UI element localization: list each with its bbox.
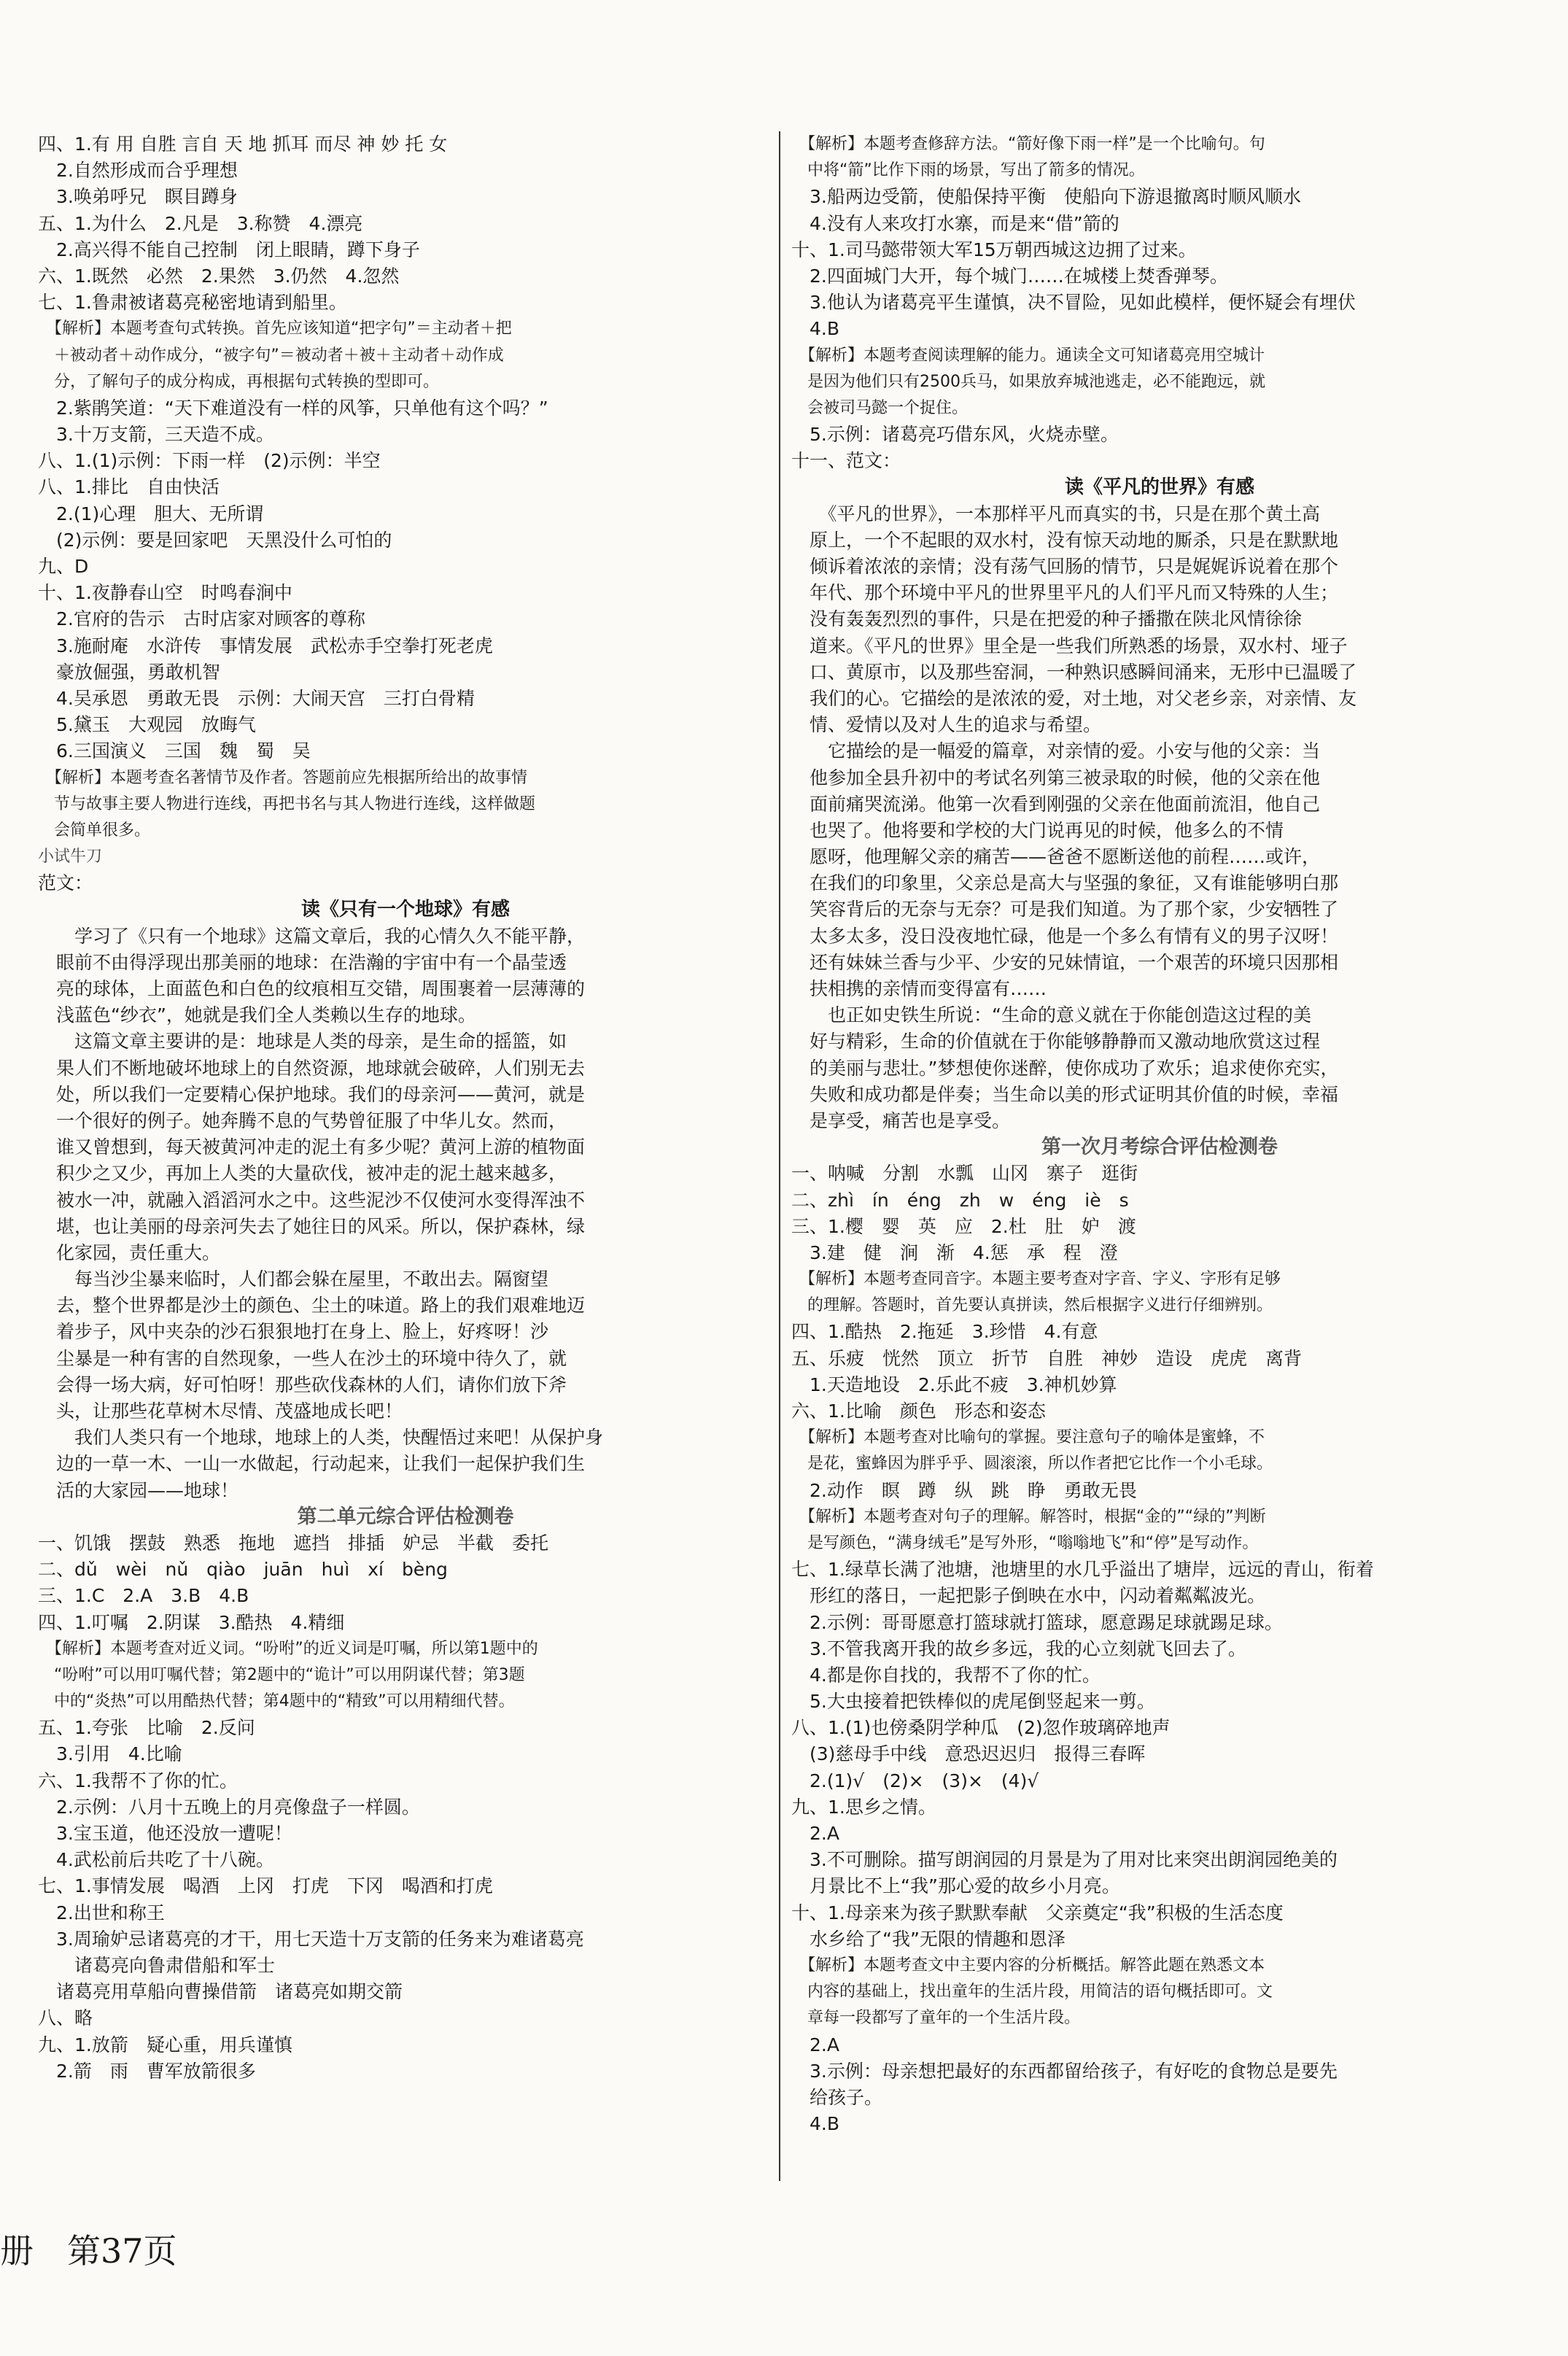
text-line: 是写颜色，“满身绒毛”是写外形，“嗡嗡地飞”和“停”是写动作。 — [791, 1533, 1259, 1552]
text-line: 学习了《只有一个地球》这篇文章后，我的心情久久不能平静， — [38, 925, 586, 947]
text-line: 4.B — [791, 318, 840, 340]
text-line: 3.宝玉道，他还没放一遭呢！ — [38, 1823, 292, 1844]
text-line: 【解析】本题考查同音字。本题主要考查对字音、字义、字形有足够 — [791, 1270, 1281, 1289]
text-line: 愿呀，他理解父亲的痛苦——爸爸不愿断送他的前程……或许， — [791, 846, 1321, 868]
text-line: 水乡给了“我”无限的情趣和恩泽 — [791, 1928, 1066, 1950]
text-line: 没有轰轰烈烈的事件，只是在把爱的种子播撒在陕北风情徐徐 — [791, 608, 1303, 630]
text-line: 谁又曾想到，每天被黄河冲走的泥土有多少呢？黄河上游的植物面 — [38, 1136, 586, 1158]
text-line: 1.天造地设 2.乐此不疲 3.神机妙算 — [791, 1373, 1117, 1395]
text-line: 一、呐喊 分割 水瓢 山冈 寨子 逛街 — [791, 1163, 1138, 1185]
text-line: 的理解。答题时，首先要认真拼读，然后根据字义进行仔细辨别。 — [791, 1296, 1273, 1315]
text-line: 诸葛亮向鲁肃借船和军士 — [38, 1954, 276, 1976]
text-line: 2.官府的告示 古时店家对顾客的尊称 — [38, 608, 365, 630]
text-line: 的美丽与悲壮。”梦想使你迷醉，使你成功了欢乐；追求使你充实， — [791, 1057, 1339, 1079]
text-line: 【解析】本题考查文中主要内容的分析概括。解答此题在熟悉文本 — [791, 1956, 1265, 1975]
right-column — [791, 131, 1528, 2137]
text-line: 2.(1)√ (2)× (3)× (4)√ — [791, 1770, 1039, 1791]
text-line: 4.武松前后共吃了十八碗。 — [38, 1849, 274, 1871]
text-line: 3.不管我离开我的故乡多远，我的心立刻就飞回去了。 — [791, 1638, 1246, 1659]
text-line: 十、1.母亲来为孩子默默奉献 父亲奠定“我”积极的生活态度 — [791, 1902, 1284, 1923]
text-line: 面前痛哭流涕。他第一次看到刚强的父亲在他面前流泪，他自己 — [791, 793, 1321, 815]
text-line: 情、爱情以及对人生的追求与希望。 — [791, 714, 1102, 736]
text-line: 我们的心。它描绘的是浓浓的爱，对土地，对父老乡亲，对亲情、友 — [791, 687, 1357, 709]
text-line: 二、dǔ wèi nǔ qiào juān huì xí bèng — [38, 1559, 448, 1581]
text-line: 读《只有一个地球》有感 — [300, 899, 510, 921]
text-line: 道来。《平凡的世界》里全是一些我们所熟悉的场景，双水村、垭子 — [791, 635, 1348, 656]
text-line: 2.出世和称王 — [38, 1902, 165, 1923]
text-line: 八、1.(1)也傍桑阴学种瓜 (2)忽作玻璃碎地声 — [791, 1717, 1171, 1739]
text-line: 形红的落日，一起把影子倒映在水中，闪动着粼粼波光。 — [791, 1585, 1266, 1607]
text-line: 第一次月考综合评估检测卷 — [1041, 1136, 1278, 1159]
text-line: 诸葛亮用草船向曹操借箭 诸葛亮如期交箭 — [38, 1981, 403, 2003]
text-line: 2.箭 雨 曹军放箭很多 — [38, 2060, 256, 2082]
text-line: 月景比不上“我”那心爱的故乡小月亮。 — [791, 1875, 1120, 1897]
text-line: 4.都是你自找的，我帮不了你的忙。 — [791, 1664, 1101, 1686]
text-line: 尘暴是一种有害的自然现象，一些人在沙土的环境中待久了，就 — [38, 1347, 567, 1369]
text-line: 四、1.叮嘱 2.阴谋 3.酷热 4.精细 — [38, 1611, 345, 1633]
text-line: 十一、范文： — [791, 450, 901, 472]
text-line: 3.施耐庵 水浒传 事情发展 武松赤手空拳打死老虎 — [38, 635, 493, 656]
text-line: 2.紫鹃笑道：“天下难道没有一样的风筝，只单他有这个吗？” — [38, 397, 548, 419]
text-line: 2.A — [791, 1823, 839, 1844]
text-line: 2.高兴得不能自己控制 闭上眼睛，蹲下身子 — [38, 239, 420, 260]
text-line: 这篇文章主要讲的是：地球是人类的母亲，是生命的摇篮，如 — [38, 1031, 567, 1053]
text-line: 四、1.有 用 自胜 言自 天 地 抓耳 而尽 神 妙 托 女 — [38, 133, 448, 155]
text-line: 一个很好的例子。她奔腾不息的气势曾征服了中华儿女。然而， — [38, 1109, 567, 1131]
text-line: 它描绘的是一幅爱的篇章，对亲情的爱。小安与他的父亲：当 — [791, 740, 1321, 762]
text-line: 第二单元综合评估检测卷 — [297, 1505, 514, 1528]
text-line: 2.示例：八月十五晚上的月亮像盘子一样圆。 — [38, 1796, 420, 1818]
text-line: 九、1.思乡之情。 — [791, 1796, 936, 1818]
text-line: 中将“箭”比作下雨的场景，写出了箭多的情况。 — [791, 161, 1145, 180]
text-line: 中的“炎热”可以用酷热代替；第4题中的“精致”可以用精细代替。 — [38, 1692, 515, 1711]
text-line: 八、1.(1)示例：下雨一样 (2)示例：半空 — [38, 450, 381, 472]
text-line: 是因为他们只有2500兵马，如果放弃城池逃走，必不能跑远，就 — [791, 372, 1265, 391]
text-line: 堪，也让美丽的母亲河失去了她往日的风采。所以，保护森林，绿 — [38, 1215, 586, 1237]
text-line: 2.A — [791, 2034, 839, 2055]
text-line: 八、1.排比 自由快活 — [38, 476, 220, 498]
text-line: 2.示例：哥哥愿意打篮球就打篮球，愿意踢足球就踢足球。 — [791, 1611, 1283, 1633]
text-line: 节与故事主要人物进行连线，再把书名与其人物进行连线，这样做题 — [38, 794, 536, 813]
text-line: (3)慈母手中线 意恐迟迟归 报得三春晖 — [791, 1743, 1146, 1765]
text-line: 八、略 — [38, 2007, 93, 2029]
text-line: 七、1.绿草长满了池塘，池塘里的水几乎溢出了塘岸，远远的青山，衔着 — [791, 1559, 1374, 1581]
text-line: 九、D — [38, 556, 89, 577]
text-line: 六、1.既然 必然 2.果然 3.仍然 4.忽然 — [38, 265, 400, 287]
text-line: 是花，蜜蜂因为胖乎乎、圆滚滚，所以作者把它比作一个小毛球。 — [791, 1454, 1273, 1473]
text-line: 浅蓝色“纱衣”，她就是我们全人类赖以生存的地球。 — [38, 1004, 476, 1026]
text-line: 活的大家园——地球！ — [38, 1479, 239, 1501]
text-line: 6.三国演义 三国 魏 蜀 吴 — [38, 740, 311, 762]
text-line: 3.十万支箭，三天造不成。 — [38, 424, 274, 446]
text-line: 眼前不由得浮现出那美丽的地球：在浩瀚的宇宙中有一个晶莹透 — [38, 951, 567, 973]
text-line: 也正如史铁生所说：“生命的意义就在于你能创造这过程的美 — [791, 1004, 1311, 1026]
text-line: 章每一段都写了童年的一个生活片段。 — [791, 2009, 1081, 2028]
left-column — [38, 131, 773, 2085]
text-line: ＋被动者＋动作成分，“被字句”＝被动者＋被＋主动者＋动作成 — [38, 346, 504, 365]
text-line: 五、1.夸张 比喻 2.反问 — [38, 1717, 255, 1739]
text-line: 5.黛玉 大观园 放晦气 — [38, 714, 256, 736]
text-line: 2.动作 瞑 蹲 纵 跳 睁 勇敢无畏 — [791, 1479, 1137, 1501]
text-line: 七、1.事情发展 喝酒 上冈 打虎 下冈 喝酒和打虎 — [38, 1875, 493, 1897]
text-line: 也哭了。他将要和学校的大门说再见的时候，他多么的不情 — [791, 819, 1284, 841]
text-line: 二、zhì ín éng zh w éng iè s — [791, 1189, 1129, 1211]
text-line: 【解析】本题考查修辞方法。“箭好像下雨一样”是一个比喻句。句 — [791, 135, 1265, 153]
text-line: 【解析】本题考查名著情节及作者。答题前应先根据所给出的故事情 — [38, 768, 528, 787]
text-line: 好与精彩，生命的价值就在于你能够静静而又激动地欣赏这过程 — [791, 1031, 1321, 1053]
text-line: 会得一场大病，好可怕呀！那些砍伐森林的人们，请你们放下斧 — [38, 1373, 567, 1395]
text-line: 九、1.放箭 疑心重，用兵谨慎 — [38, 2034, 292, 2055]
text-line: 去，整个世界都是沙土的颜色、尘土的味道。路上的我们艰难地迈 — [38, 1295, 586, 1317]
text-line: 口、黄原市，以及那些窑洞，一种熟识感瞬间涌来，无形中已温暖了 — [791, 661, 1357, 683]
text-line: 分，了解句子的成分构成，再根据句式转换的型即可。 — [38, 372, 440, 391]
text-line: 年代、那个环境中平凡的世界里平凡的人们平凡而又特殊的人生； — [791, 582, 1339, 604]
text-line: 七、1.鲁肃被诸葛亮秘密地请到船里。 — [38, 292, 347, 314]
text-line: 5.大虫接着把铁棒似的虎尾倒竖起来一剪。 — [791, 1691, 1155, 1713]
text-line: 5.示例：诸葛亮巧借东风，火烧赤壁。 — [791, 424, 1119, 446]
text-line: 【解析】本题考查阅读理解的能力。通读全文可知诸葛亮用空城计 — [791, 346, 1265, 365]
text-line: 读《平凡的世界》有感 — [1064, 476, 1254, 499]
text-line: 3.示例：母亲想把最好的东西都留给孩子，有好吃的食物总是要先 — [791, 2060, 1338, 2082]
text-line: 六、1.比喻 颜色 形态和姿态 — [791, 1400, 1046, 1422]
text-line: 原上，一个不起眼的双水村，没有惊天动地的厮杀，只是在默默地 — [791, 529, 1339, 551]
text-line: 扶相携的亲情而变得富有…… — [791, 978, 1047, 999]
text-line: 头，让那些花草树木尽情、茂盛地成长吧！ — [38, 1400, 403, 1422]
text-line: 着步子，风中夹杂的沙石狠狠地打在身上、脸上，好疼呀！沙 — [38, 1321, 549, 1343]
text-line: 化家园，责任重大。 — [38, 1241, 221, 1263]
text-line: 边的一草一木、一山一水做起，行动起来，让我们一起保护我们生 — [38, 1453, 586, 1475]
text-line: 五、乐疲 恍然 顶立 折节 自胜 神妙 造设 虎虎 离背 — [791, 1347, 1303, 1369]
text-line: 四、1.酷热 2.拖延 3.珍惜 4.有意 — [791, 1321, 1098, 1343]
text-line: 倾诉着浓浓的亲情；没有荡气回肠的情节，只是娓娓诉说着在那个 — [791, 556, 1339, 577]
text-line: 2.四面城门大开，每个城门……在城楼上焚香弹琴。 — [791, 265, 1228, 287]
text-line: 3.引用 4.比喻 — [38, 1743, 182, 1765]
text-line: 还有妹妹兰香与少平、少安的兄妹情谊，一个艰苦的环境只因那相 — [791, 951, 1339, 973]
text-line: 三、1.樱 婴 英 应 2.杜 肚 妒 渡 — [791, 1215, 1136, 1237]
text-line: 3.周瑜妒忌诸葛亮的才干，用七天造十万支箭的任务来为难诸葛亮 — [38, 1928, 584, 1950]
text-line: 3.建 健 涧 渐 4.惩 承 程 澄 — [791, 1241, 1118, 1263]
text-line: 一、饥饿 摆鼓 熟悉 拖地 遮挡 排插 妒忌 半截 委托 — [38, 1532, 549, 1554]
text-line: 果人们不断地破坏地球上的自然资源，地球就会破碎，人们别无去 — [38, 1057, 586, 1079]
text-line: 十、1.夜静春山空 时鸣春涧中 — [38, 582, 292, 604]
text-line: 笑容背后的无奈与无奈？可是我们知道。为了那个家，少安牺牲了 — [791, 899, 1339, 921]
text-line: 【解析】本题考查对比喻句的掌握。要注意句子的喻体是蜜蜂，不 — [791, 1428, 1265, 1447]
text-line: 十、1.司马懿带领大军15万朝西城这边拥了过来。 — [791, 239, 1197, 260]
text-line: 范文： — [38, 872, 93, 894]
text-line: 给孩子。 — [791, 2086, 883, 2108]
text-line: 3.他认为诸葛亮平生谨慎，决不冒险，见如此模样，便怀疑会有埋伏 — [791, 292, 1356, 314]
text-line: 2.(1)心理 胆大、无所谓 — [38, 503, 264, 524]
text-line: 处，所以我们一定要精心保护地球。我们的母亲河——黄河，就是 — [38, 1083, 586, 1105]
text-line: (2)示例：要是回家吧 天黑没什么可怕的 — [38, 529, 392, 551]
text-line: 太多太多，没日没夜地忙碌，他是一个多么有情有义的男子汉呀！ — [791, 925, 1339, 947]
text-line: 【解析】本题考查对句子的理解。解答时，根据“金的”“绿的”判断 — [791, 1507, 1266, 1526]
text-line: 3.船两边受箭，使船保持平衡 使船向下游退撤离时顺风顺水 — [791, 186, 1301, 208]
text-line: 亮的球体，上面蓝色和白色的纹痕相互交错，周围裹着一层薄薄的 — [38, 978, 586, 999]
text-line: 内容的基础上，找出童年的生活片段，用简洁的语句概括即可。文 — [791, 1983, 1273, 2002]
text-line: 【解析】本题考查对近义词。“吩咐”的近义词是叮嘱，所以第1题中的 — [38, 1639, 538, 1658]
text-line: 被水一冲，就融入滔滔河水之中。这些泥沙不仅使河水变得浑浊不 — [38, 1189, 586, 1211]
text-line: 失败和成功都是伴奏；当生命以美的形式证明其价值的时候，幸福 — [791, 1083, 1339, 1105]
text-line: 4.吴承恩 勇敢无畏 示例：大闹天宫 三打白骨精 — [38, 687, 475, 709]
text-line: 会被司马懿一个捉住。 — [791, 398, 969, 417]
text-line: 4.没有人来攻打水寨，而是来“借”箭的 — [791, 212, 1119, 234]
text-line: 豪放倔强，勇敢机智 — [38, 661, 221, 683]
text-line: 五、1.为什么 2.凡是 3.称赞 4.漂亮 — [38, 212, 363, 234]
text-line: 他参加全县升初中的考试名列第三被录取的时候，他的父亲在他 — [791, 767, 1321, 788]
text-line: 三、1.C 2.A 3.B 4.B — [38, 1585, 249, 1607]
column-divider — [779, 131, 780, 2181]
text-line: 每当沙尘暴来临时，人们都会躲在屋里，不敢出去。隔窗望 — [38, 1268, 549, 1290]
text-line: 是享受，痛苦也是享受。 — [791, 1109, 1011, 1131]
text-line: 小试牛刀 — [38, 848, 103, 867]
text-line: 【解析】本题考查句式转换。首先应该知道“把字句”＝主动者＋把 — [38, 319, 512, 338]
text-line: 3.唤弟呼兄 瞑目蹲身 — [38, 186, 238, 208]
text-line: 会简单很多。 — [38, 821, 151, 840]
text-line: 六、1.我帮不了你的忙。 — [38, 1770, 238, 1791]
text-line: 在我们的印象里，父亲总是高大与坚强的象征，又有谁能够明白那 — [791, 872, 1339, 894]
text-line: 2.自然形成而合乎理想 — [38, 160, 238, 182]
text-line: 《平凡的世界》，一本那样平凡而真实的书，只是在那个黄土高 — [791, 503, 1321, 524]
text-line: 3.不可删除。描写朗润园的月景是为了用对比来突出朗润园绝美的 — [791, 1849, 1338, 1871]
text-line: 4.B — [791, 2113, 840, 2135]
page-number: 册 第37页 — [0, 2231, 177, 2271]
text-line: 积少之又少，再加上人类的大量砍伐，被冲走的泥土越来越多， — [38, 1163, 567, 1185]
text-line: 我们人类只有一个地球，地球上的人类，快醒悟过来吧！从保护身 — [38, 1427, 604, 1449]
text-line: “吩咐”可以用叮嘱代替；第2题中的“诡计”可以用阴谋代替；第3题 — [38, 1665, 525, 1684]
